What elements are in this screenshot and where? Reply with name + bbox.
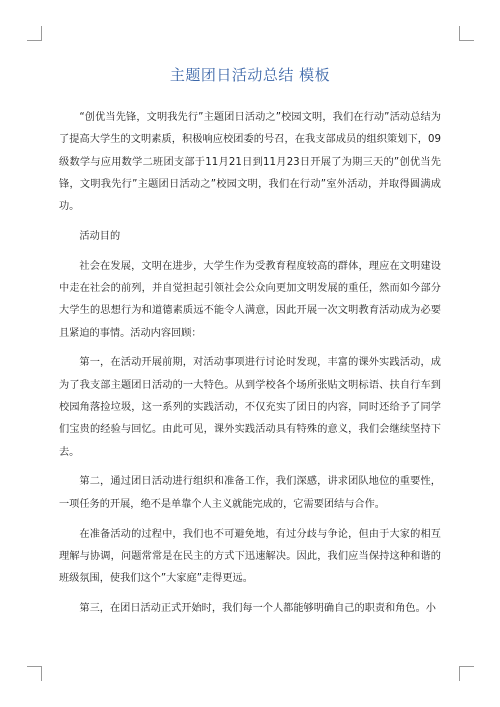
document-body	[59, 107, 441, 628]
paragraph-second-point: 第二，通过团日活动进行组织和准备工作，我们深感，讲求团队地位的重要性，一项任务的开展，绝不是单靠个人主义就能完成的，它需要团结与合作。	[59, 476, 441, 510]
paragraph-preparation: 在准备活动的过程中，我们也不可避免地，有过分歧与争论，但由于大家的相互理解与协调，问题常常是在民主的方式下迅速解决。因此，我们应当保持这种和谐的班级氛围，使我们这个”大家庭”走得更远。	[59, 528, 441, 585]
paragraph-third-point: 第三，在团日活动正式开始时，我们每一个人都能够明确自己的职责和角色。小	[79, 602, 436, 614]
crop-mark-top-left	[27, 26, 42, 41]
paragraph-purpose-heading: 活动目的	[79, 230, 121, 242]
crop-mark-top-right	[459, 26, 474, 41]
crop-mark-bottom-right	[459, 666, 474, 681]
paragraph-purpose: 社会在发展，文明在进步，大学生作为受教育程度较高的群体，理应在文明建设中走在社会的前列，并自觉担起引领社会公众向更加文明发展的重任，然而如今部分大学生的思想行为和道德素质远不能令人满意，因此开展一次文明教育活动成为必要且紧迫的事情。活动内容回顾：	[59, 260, 441, 339]
paragraph-first-point: 第一，在活动开展前期，对活动事项进行讨论时发现，丰富的课外实践活动，成为了我支部主题团日活动的一大特色。从到学校各个场所张贴文明标语、扶自行车到校园角落捡垃圾，这一系列的实践活动，不仅充实了团日的内容，同时还给予了同学们宝贵的经验与回忆。由此可见，课外实践活动具有特殊的意义，我们会继续坚持下去。	[59, 357, 441, 458]
crop-mark-bottom-left	[27, 666, 42, 681]
paragraph-intro: “创优当先锋，文明我先行”主题团日活动之”校园文明，我们在行动”活动总结为了提高大学生的文明素质，积极响应校团委的号召，在我支部成员的组织策划下，09级数学与应用数学二班团支部于11月21日到11月23日开展了为期三天的”创优当先锋，文明我先行”主题团日活动之”校园文明，我们在行动”室外活动，并取得圆满成功。	[59, 112, 441, 213]
document-title: 主题团日活动总结 模板	[169, 66, 331, 84]
